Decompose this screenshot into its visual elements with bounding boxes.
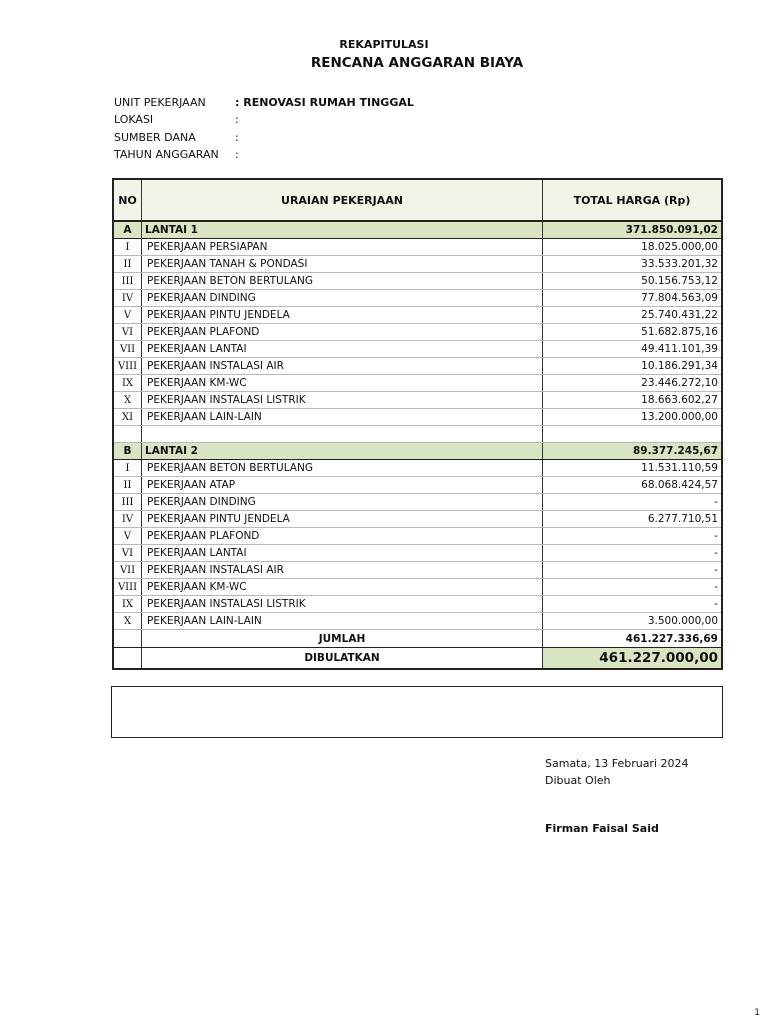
item-number: I xyxy=(113,239,142,256)
item-description: PEKERJAAN INSTALASI LISTRIK xyxy=(142,392,543,409)
table-row xyxy=(113,307,722,324)
item-description: PEKERJAAN BETON BERTULANG xyxy=(142,460,543,477)
item-number: VI xyxy=(113,545,142,562)
jumlah-label: JUMLAH xyxy=(142,630,543,648)
item-description: PEKERJAAN KM-WC xyxy=(142,579,543,596)
table-row xyxy=(113,562,722,579)
spacer-cell xyxy=(543,426,723,443)
table-row xyxy=(113,613,722,630)
item-description: PEKERJAAN BETON BERTULANG xyxy=(142,273,543,290)
section-row xyxy=(113,221,722,239)
item-total: 51.682.875,16 xyxy=(543,324,723,341)
item-description: PEKERJAAN PERSIAPAN xyxy=(142,239,543,256)
table-row xyxy=(113,579,722,596)
item-total: 11.531.110,59 xyxy=(543,460,723,477)
jumlah-value: 461.227.336,69 xyxy=(543,630,723,648)
column-header-no: NO xyxy=(113,179,142,221)
dibulatkan-label: DIBULATKAN xyxy=(142,648,543,670)
item-number: XI xyxy=(113,409,142,426)
info-row-tahun-anggaran xyxy=(114,146,414,163)
item-total: 13.200.000,00 xyxy=(543,409,723,426)
item-description: PEKERJAAN PINTU JENDELA xyxy=(142,307,543,324)
item-number: VII xyxy=(113,562,142,579)
place-date: Samata, 13 Februari 2024 xyxy=(545,757,689,770)
item-description: PEKERJAAN INSTALASI AIR xyxy=(142,358,543,375)
item-total: 68.068.424,57 xyxy=(543,477,723,494)
table-row xyxy=(113,341,722,358)
item-description: PEKERJAAN PINTU JENDELA xyxy=(142,511,543,528)
item-number: IX xyxy=(113,596,142,613)
table-row xyxy=(113,477,722,494)
item-total: - xyxy=(543,562,723,579)
item-total: - xyxy=(543,579,723,596)
item-number: IX xyxy=(113,375,142,392)
info-value: : RENOVASI RUMAH TINGGAL xyxy=(235,96,414,109)
section-row xyxy=(113,443,722,460)
item-number: IV xyxy=(113,290,142,307)
notes-box xyxy=(111,686,723,738)
table-row xyxy=(113,596,722,613)
item-number: II xyxy=(113,477,142,494)
item-description: PEKERJAAN KM-WC xyxy=(142,375,543,392)
item-number: VI xyxy=(113,324,142,341)
item-number: IV xyxy=(113,511,142,528)
table-row xyxy=(113,256,722,273)
table-row xyxy=(113,528,722,545)
info-label: UNIT PEKERJAAN xyxy=(114,96,206,109)
table-row xyxy=(113,239,722,256)
info-row-lokasi xyxy=(114,111,414,128)
item-description: PEKERJAAN PLAFOND xyxy=(142,528,543,545)
section-name: LANTAI 1 xyxy=(142,221,543,239)
item-number: VIII xyxy=(113,358,142,375)
table-row xyxy=(113,409,722,426)
item-total: 23.446.272,10 xyxy=(543,375,723,392)
section-code: B xyxy=(113,443,142,460)
project-info xyxy=(114,94,414,163)
table-row xyxy=(113,290,722,307)
info-value: : xyxy=(235,130,239,144)
dibulatkan-row xyxy=(113,648,722,670)
table-row xyxy=(113,494,722,511)
signature-block xyxy=(545,755,689,789)
item-description: PEKERJAAN DINDING xyxy=(142,494,543,511)
table-row xyxy=(113,324,722,341)
table-body xyxy=(113,221,722,630)
info-row-unit xyxy=(114,94,414,111)
spacer-row xyxy=(113,426,722,443)
table-header-row xyxy=(113,179,722,221)
info-label: LOKASI xyxy=(114,113,154,127)
item-total: 25.740.431,22 xyxy=(543,307,723,324)
info-label: SUMBER DANA xyxy=(114,130,196,144)
item-description: PEKERJAAN PLAFOND xyxy=(142,324,543,341)
item-number: III xyxy=(113,273,142,290)
item-total: 77.804.563,09 xyxy=(543,290,723,307)
table-row xyxy=(113,511,722,528)
document-title: RENCANA ANGGARAN BIAYA xyxy=(310,55,524,71)
item-total: 10.186.291,34 xyxy=(543,358,723,375)
table-row xyxy=(113,358,722,375)
table-row xyxy=(113,460,722,477)
item-number: III xyxy=(113,494,142,511)
item-total: 18.663.602,27 xyxy=(543,392,723,409)
item-total: - xyxy=(543,545,723,562)
item-number: V xyxy=(113,528,142,545)
item-description: PEKERJAAN LAIN-LAIN xyxy=(142,409,543,426)
item-description: PEKERJAAN TANAH & PONDASI xyxy=(142,256,543,273)
spacer-cell xyxy=(113,426,142,443)
item-description: PEKERJAAN INSTALASI LISTRIK xyxy=(142,596,543,613)
column-header-description: URAIAN PEKERJAAN xyxy=(142,179,543,221)
item-number: I xyxy=(113,460,142,477)
item-total: 6.277.710,51 xyxy=(543,511,723,528)
dibulatkan-value: 461.227.000,00 xyxy=(543,648,723,670)
document-subtitle: REKAPITULASI xyxy=(339,38,429,51)
info-label: TAHUN ANGGARAN xyxy=(114,147,219,161)
section-name: LANTAI 2 xyxy=(142,443,543,460)
column-header-total: TOTAL HARGA (Rp) xyxy=(543,179,723,221)
section-code: A xyxy=(113,221,142,239)
item-total: 33.533.201,32 xyxy=(543,256,723,273)
made-by-label: Dibuat Oleh xyxy=(545,774,611,787)
section-total: 89.377.245,67 xyxy=(543,443,723,460)
item-description: PEKERJAAN LANTAI xyxy=(142,341,543,358)
item-number: VII xyxy=(113,341,142,358)
jumlah-row xyxy=(113,630,722,648)
item-number: VIII xyxy=(113,579,142,596)
item-description: PEKERJAAN LANTAI xyxy=(142,545,543,562)
table-row xyxy=(113,273,722,290)
item-description: PEKERJAAN LAIN-LAIN xyxy=(142,613,543,630)
signer-name: Firman Faisal Said xyxy=(545,822,659,835)
item-total: - xyxy=(543,494,723,511)
item-number: X xyxy=(113,392,142,409)
section-total: 371.850.091,02 xyxy=(543,221,723,239)
table-row xyxy=(113,545,722,562)
item-total: - xyxy=(543,528,723,545)
budget-table xyxy=(112,178,723,670)
item-number: II xyxy=(113,256,142,273)
item-description: PEKERJAAN DINDING xyxy=(142,290,543,307)
table-row xyxy=(113,392,722,409)
info-value: : xyxy=(235,113,239,127)
spacer-cell xyxy=(142,426,543,443)
item-total: 3.500.000,00 xyxy=(543,613,723,630)
item-description: PEKERJAAN ATAP xyxy=(142,477,543,494)
info-row-sumber-dana xyxy=(114,129,414,146)
info-value: : xyxy=(235,147,239,161)
page-number: 1 xyxy=(754,1008,760,1018)
item-total: - xyxy=(543,596,723,613)
item-number: X xyxy=(113,613,142,630)
item-total: 18.025.000,00 xyxy=(543,239,723,256)
item-number: V xyxy=(113,307,142,324)
item-total: 50.156.753,12 xyxy=(543,273,723,290)
item-total: 49.411.101,39 xyxy=(543,341,723,358)
item-description: PEKERJAAN INSTALASI AIR xyxy=(142,562,543,579)
table-row xyxy=(113,375,722,392)
